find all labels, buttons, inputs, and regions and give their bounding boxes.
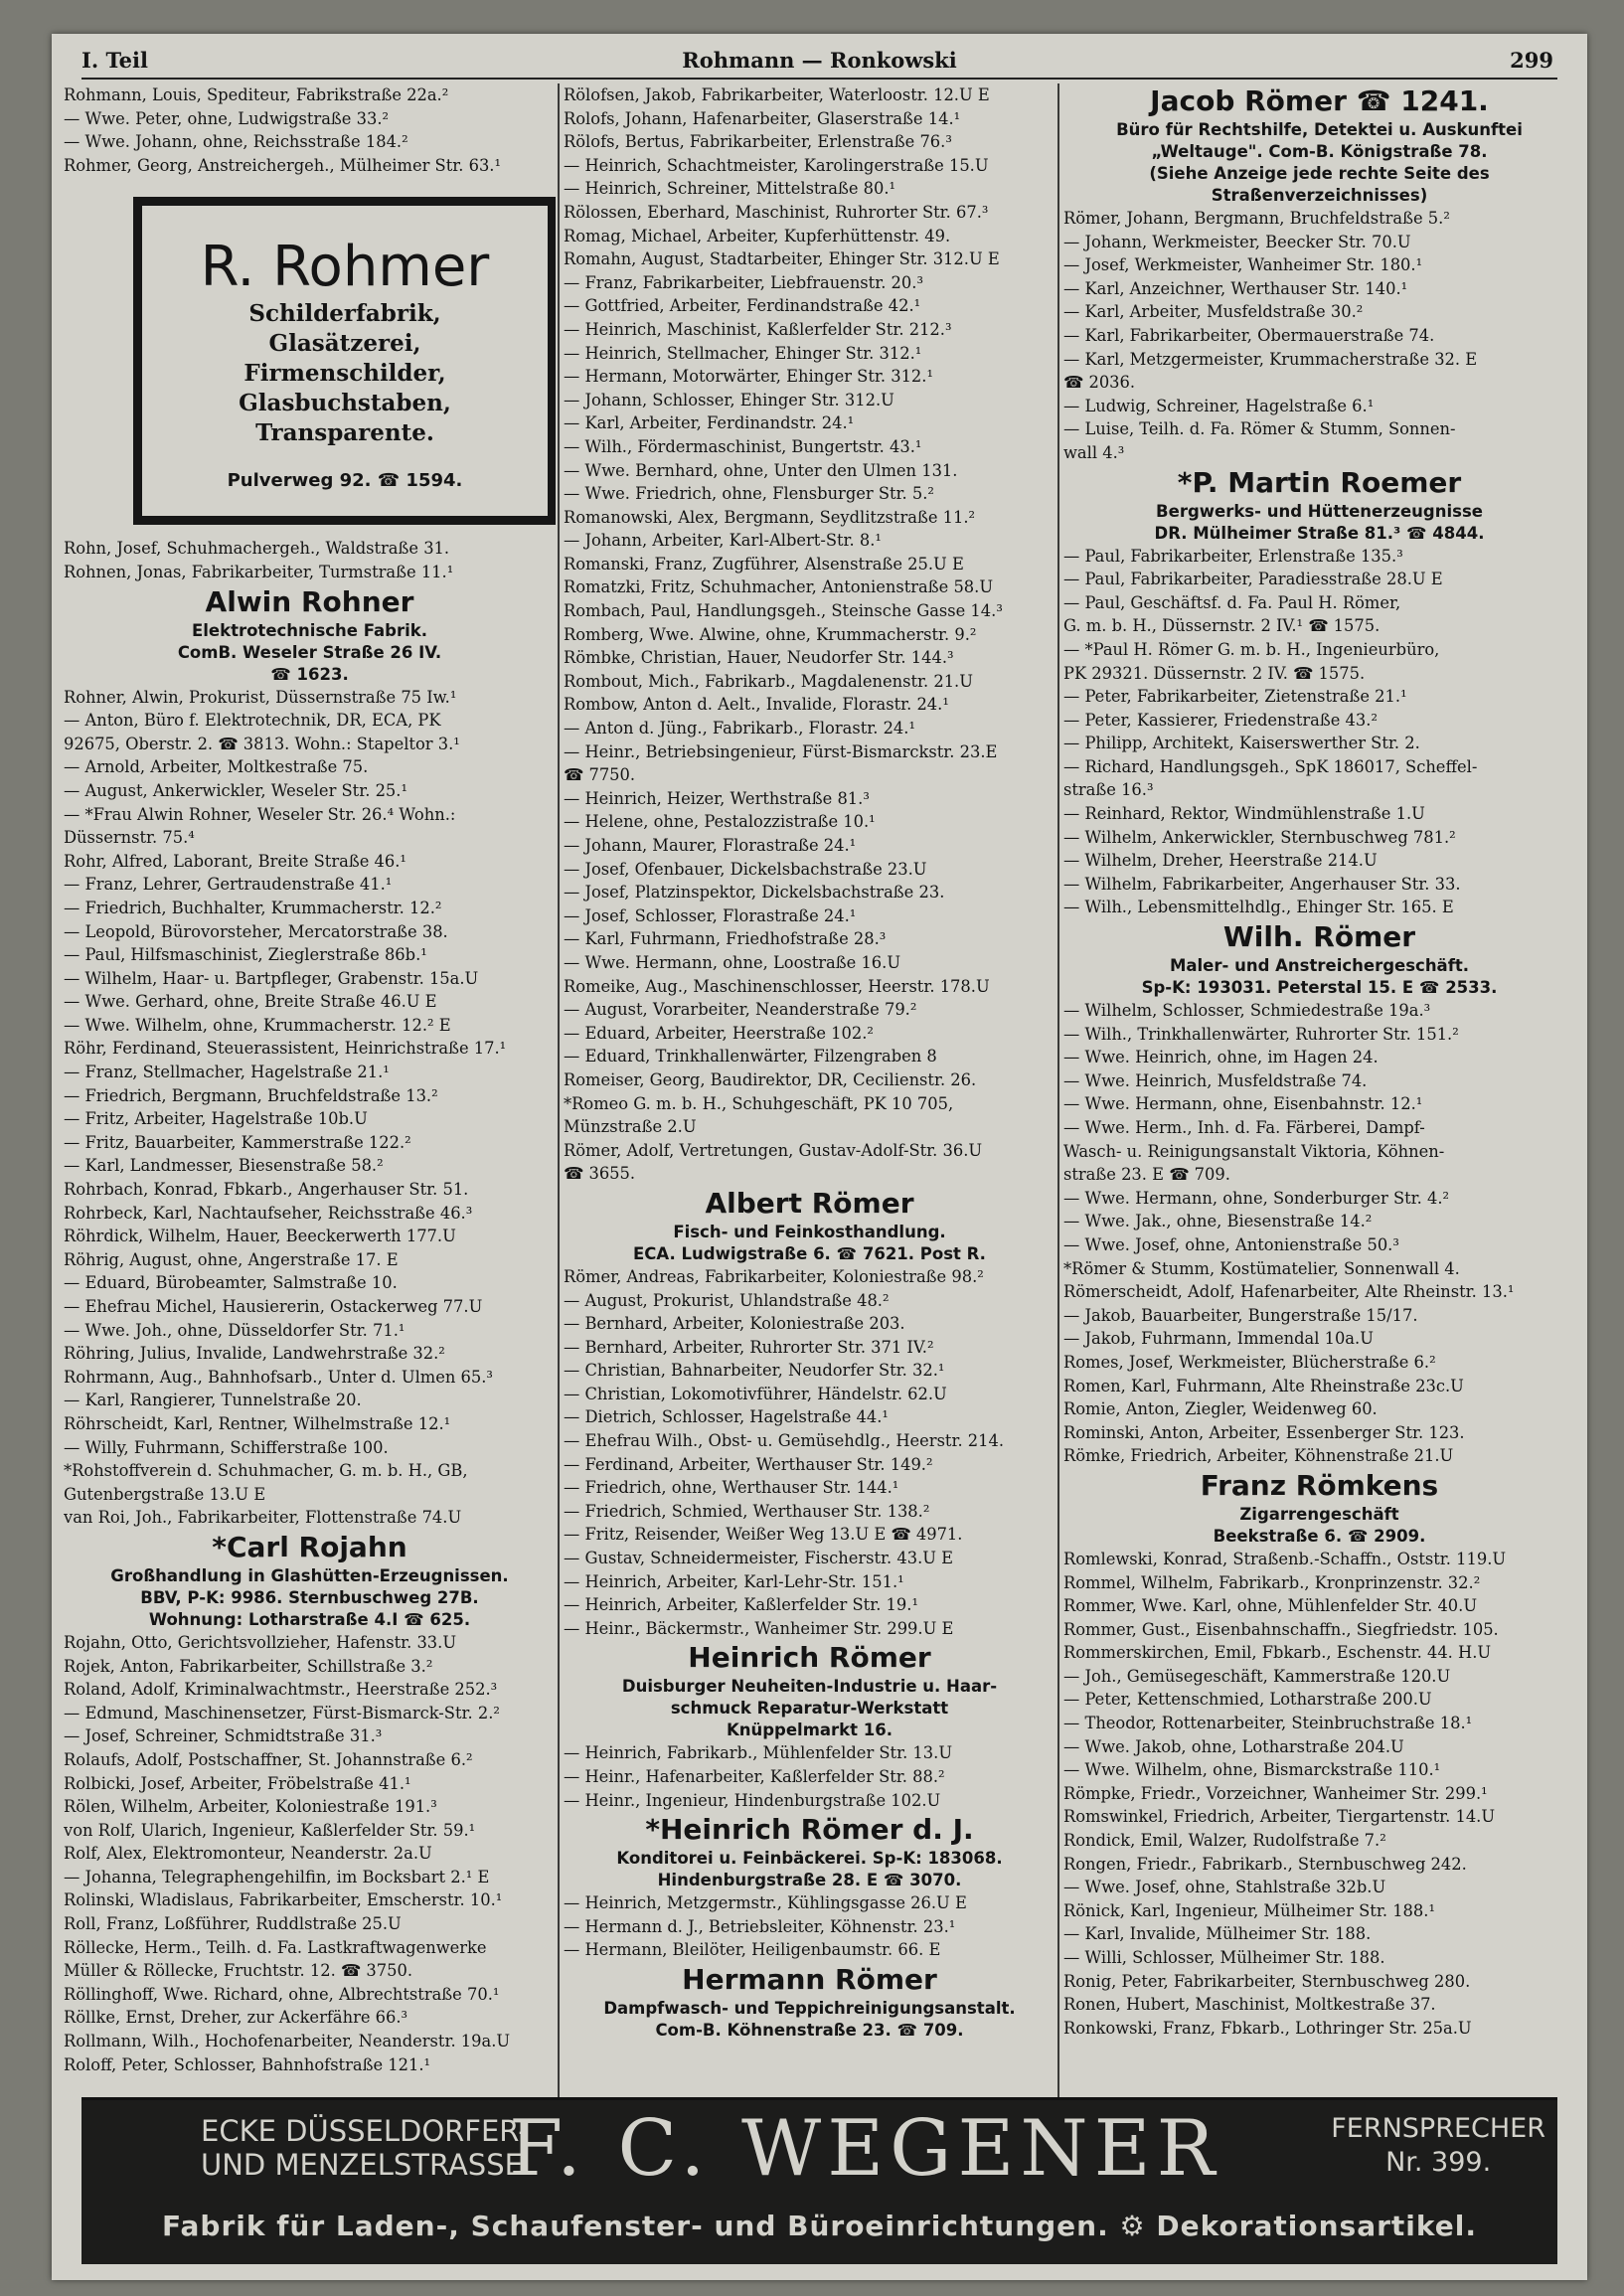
directory-entry: — Heinrich, Schreiner, Mittelstraße 80.¹ [564, 179, 896, 199]
directory-entry: — Arnold, Arbeiter, Moltkestraße 75. [64, 757, 369, 777]
directory-entry: — Wwe. Heinrich, ohne, im Hagen 24. [1063, 1048, 1379, 1067]
ad-line: schmuck Reparatur-Werkstatt [670, 1699, 949, 1719]
directory-entry: Röllinghoff, Wwe. Richard, ohne, Albrechtstraße 70.¹ [64, 1984, 500, 2004]
directory-entry: — Paul, Fabrikarbeiter, Erlenstraße 135.³ [1063, 546, 1403, 566]
directory-entry: — Eduard, Bürobeamter, Salmstraße 10. [64, 1273, 398, 1293]
ad-line: (Siehe Anzeige jede rechte Seite des [1149, 164, 1490, 183]
directory-entry: — Edmund, Maschinensetzer, Fürst-Bismarck-Str. 2.² [64, 1703, 500, 1722]
banner-company-name: F. C. WEGENER [509, 2104, 1221, 2194]
directory-entry: — Willy, Fuhrmann, Schifferstraße 100. [64, 1437, 389, 1457]
directory-entry: — Karl, Landmesser, Biesenstraße 58.² [64, 1156, 384, 1176]
entry-list [564, 1265, 1056, 1641]
directory-entry: Römer, Adolf, Vertretungen, Gustav-Adolf-Str. 36.U [564, 1140, 983, 1160]
directory-entry: Rohner, Alwin, Prokurist, Düssernstraße 75 Iw.¹ [64, 687, 457, 707]
directory-entry: — Josef, Werkmeister, Wanheimer Str. 180.¹ [1063, 255, 1423, 275]
directory-entry: Rombout, Mich., Fabrikarb., Magdalenenstr. 21.U [564, 671, 973, 691]
directory-entry: Rommer, Wwe. Karl, ohne, Mühlenfelder Str. 40.U [1063, 1596, 1478, 1616]
directory-entry: 92675, Oberstr. 2. ☎ 3813. Wohn.: Stapeltor 3.¹ [64, 734, 460, 753]
ad-line: Firmenschilder, [244, 360, 446, 388]
entry-list [1063, 1548, 1575, 2040]
directory-entry: — Wilhelm, Ankerwickler, Sternbuschweg 781.² [1063, 827, 1456, 847]
directory-entry: *Rohstoffverein d. Schuhmacher, G. m. b. H., GB, [64, 1461, 468, 1481]
directory-entry: — Wilh., Fördermaschinist, Bungertstr. 43.¹ [564, 436, 922, 456]
directory-entry: Rongen, Friedr., Fabrikarb., Sternbuschweg 242. [1063, 1854, 1467, 1874]
directory-entry: — Wwe. Hermann, ohne, Loostraße 16.U [564, 952, 901, 972]
directory-entry: Rolbicki, Josef, Arbeiter, Fröbelstraße 41.¹ [64, 1773, 411, 1793]
banner-phone-label: FERNSPRECHER [1331, 2113, 1545, 2144]
ad-line: Maler- und Anstreichergeschäft. [1169, 956, 1470, 976]
directory-entry: Rolinski, Wladislaus, Fabrikarbeiter, Emscherstr. 10.¹ [64, 1890, 503, 1910]
directory-entry: — Franz, Lehrer, Gertraudenstraße 41.¹ [64, 875, 393, 895]
ad-hermann-roemer [564, 1962, 1056, 2042]
directory-entry: — Heinr., Bäckermstr., Wanheimer Str. 299.U E [564, 1618, 954, 1638]
directory-entry: — Josef, Schreiner, Schmidtstraße 31.³ [64, 1726, 383, 1746]
ad-name: *Heinrich Römer d. J. [645, 1813, 974, 1847]
directory-entry: Rondick, Emil, Walzer, Rudolfstraße 7.² [1063, 1831, 1386, 1851]
directory-entry: — Ludwig, Schreiner, Hagelstraße 6.¹ [1063, 396, 1375, 415]
ad-line: Glasbuchstaben, [239, 390, 451, 417]
directory-entry: Röhring, Julius, Invalide, Landwehrstraße 32.² [64, 1344, 445, 1364]
ad-line: Schilderfabrik, [248, 300, 441, 328]
directory-entry: — Karl, Rangierer, Tunnelstraße 20. [64, 1391, 362, 1410]
directory-entry: Gutenbergstraße 13.U E [64, 1484, 266, 1504]
directory-entry: — Bernhard, Arbeiter, Koloniestraße 203. [564, 1314, 905, 1334]
directory-entry: ☎ 2036. [1063, 373, 1136, 393]
ad-albert-roemer [564, 1186, 1056, 1265]
directory-entry: — Dietrich, Schlosser, Hagelstraße 44.¹ [564, 1407, 889, 1427]
directory-entry: — Karl, Invalide, Mülheimer Str. 188. [1063, 1924, 1372, 1944]
directory-entry: Romen, Karl, Fuhrmann, Alte Rheinstraße 23c.U [1063, 1376, 1464, 1395]
directory-entry: — Christian, Lokomotivführer, Händelstr. 62.U [564, 1384, 947, 1403]
directory-entry: — Willi, Schlosser, Mülheimer Str. 188. [1063, 1948, 1385, 1967]
ad-name: Franz Römkens [1200, 1468, 1439, 1502]
directory-entry: — Ehefrau Michel, Hausiererin, Ostackerweg 77.U [64, 1297, 483, 1316]
directory-entry: Rommer, Gust., Eisenbahnschaffn., Siegfriedstr. 105. [1063, 1619, 1499, 1639]
ad-wilh-roemer [1063, 919, 1575, 999]
directory-entry: — Wwe. Josef, ohne, Stahlstraße 32b.U [1063, 1878, 1386, 1897]
directory-entry: — Friedrich, ohne, Werthauser Str. 144.¹ [564, 1478, 899, 1498]
ad-rohmer [133, 197, 556, 525]
directory-entry: — Heinrich, Stellmacher, Ehinger Str. 312.¹ [564, 343, 922, 363]
directory-entry: — Anton, Büro f. Elektrotechnik, DR, ECA, PK [64, 711, 441, 731]
directory-entry: — Paul, Fabrikarbeiter, Paradiesstraße 28.U E [1063, 570, 1443, 589]
directory-entry: PK 29321. Düssernstr. 2 IV. ☎ 1575. [1063, 663, 1366, 683]
ad-line: Wohnung: Lotharstraße 4.I ☎ 625. [148, 1609, 471, 1629]
directory-entry: Rolaufs, Adolf, Postschaffner, St. Johannstraße 6.² [64, 1749, 473, 1769]
directory-entry: — August, Vorarbeiter, Neanderstraße 79.² [564, 1000, 917, 1020]
banner-tagline: Fabrik für Laden-, Schaufenster- und Büroeinrichtungen. ⚙ Dekorationsartikel. [162, 2210, 1477, 2242]
ad-line: Transparente. [255, 419, 434, 447]
directory-entry: — Paul, Hilfsmaschinist, Zieglerstraße 86b.¹ [64, 945, 427, 965]
column-2 [564, 83, 1056, 2098]
directory-entry: — Heinr., Betriebsingenieur, Fürst-Bismarckstr. 23.E [564, 741, 998, 761]
directory-entry: Rölen, Wilhelm, Arbeiter, Koloniestraße 191.³ [64, 1797, 437, 1817]
directory-entry: Rönick, Karl, Ingenieur, Mülheimer Str. 188.¹ [1063, 1900, 1435, 1920]
directory-entry: — Fritz, Bauarbeiter, Kammerstraße 122.² [64, 1132, 411, 1152]
directory-entry: Rölofsen, Jakob, Fabrikarbeiter, Waterloostr. 12.U E [564, 85, 990, 104]
directory-entry: Rohrbach, Konrad, Fbkarb., Angerhauser Str. 51. [64, 1180, 469, 1200]
ad-line: Beekstraße 6. ☎ 2909. [1213, 1526, 1426, 1546]
directory-entry: Rohr, Alfred, Laborant, Breite Straße 46.¹ [64, 851, 406, 871]
directory-entry: Ronig, Peter, Fabrikarbeiter, Sternbuschweg 280. [1063, 1971, 1471, 1991]
ad-name: Jacob Römer ☎ 1241. [1150, 84, 1489, 117]
directory-entry: — Johann, Schlosser, Ehinger Str. 312.U [564, 390, 894, 410]
ad-line: Duisburger Neuheiten-Industrie u. Haar- [621, 1677, 998, 1697]
directory-entry: — Heinrich, Arbeiter, Kaßlerfelder Str. 19.¹ [564, 1595, 918, 1615]
directory-entry: G. m. b. H., Düssernstr. 2 IV.¹ ☎ 1575. [1063, 616, 1380, 636]
entry-list [564, 83, 1056, 1186]
directory-entry: Rombow, Anton d. Aelt., Invalide, Florastr. 24.¹ [564, 695, 949, 715]
directory-entry: — Heinrich, Maschinist, Kaßlerfelder Str. 212.³ [564, 319, 952, 339]
directory-entry: Roland, Adolf, Kriminalwachtmstr., Heerstraße 252.³ [64, 1680, 498, 1700]
entry-list [64, 83, 556, 177]
ad-line: ComB. Weseler Straße 26 IV. [177, 642, 442, 662]
banner-address-line: ECKE DÜSSELDORFER- [201, 2114, 529, 2148]
directory-entry: — Luise, Teilh. d. Fa. Römer & Stumm, Sonnen- [1063, 419, 1456, 439]
ad-carl-rojahn [64, 1530, 556, 1631]
directory-entry: Rominski, Anton, Arbeiter, Essenberger Str. 123. [1063, 1422, 1465, 1442]
ad-alwin-rohner [64, 584, 556, 686]
running-title: Rohmann — Ronkowski [682, 48, 957, 73]
directory-entry: — Friedrich, Schmied, Werthauser Str. 138.² [564, 1501, 930, 1521]
directory-entry: — Karl, Metzgermeister, Krummacherstraße 32. E [1063, 349, 1478, 369]
directory-entry: Romanowski, Alex, Bergmann, Seydlitzstraße 11.² [564, 507, 976, 527]
directory-entry: — Paul, Geschäftsf. d. Fa. Paul H. Römer, [1063, 592, 1401, 612]
directory-entry: Romberg, Wwe. Alwine, ohne, Krummacherstr. 9.² [564, 624, 977, 644]
directory-entry: — Jakob, Fuhrmann, Immendal 10a.U [1063, 1329, 1374, 1349]
ad-name: Hermann Römer [682, 1962, 937, 1996]
directory-entry: — Heinrich, Schachtmeister, Karolingerstraße 15.U [564, 155, 989, 175]
directory-entry: — Johann, Maurer, Florastraße 24.¹ [564, 836, 857, 855]
directory-entry: Röllke, Ernst, Dreher, zur Ackerfähre 66.³ [64, 2008, 408, 2028]
directory-entry: — Wwe. Herm., Inh. d. Fa. Färberei, Dampf- [1063, 1118, 1425, 1137]
entry-list [1063, 207, 1575, 465]
section-label: I. Teil [81, 48, 148, 73]
directory-entry: Rohrmann, Aug., Bahnhofsarb., Unter d. Ulmen 65.³ [64, 1367, 493, 1387]
ad-line: Büro für Rechtshilfe, Detektei u. Auskunftei [1116, 120, 1523, 139]
directory-entry: Romlewski, Konrad, Straßenb.-Schaffn., Oststr. 119.U [1063, 1549, 1507, 1568]
directory-entry: — Philipp, Architekt, Kaiserswerther Str. 2. [1063, 734, 1420, 753]
directory-entry: Rommel, Wilhelm, Fabrikarb., Kronprinzenstr. 32.² [1063, 1572, 1481, 1592]
directory-entry: Romes, Josef, Werkmeister, Blücherstraße 6.² [1063, 1352, 1436, 1372]
ad-line: Hindenburgstraße 28. E ☎ 3070. [657, 1871, 962, 1890]
directory-entry: Roloff, Peter, Schlosser, Bahnhofstraße 121.¹ [64, 2054, 431, 2074]
directory-entry: — Karl, Arbeiter, Ferdinandstr. 24.¹ [564, 413, 855, 433]
directory-entry: — Christian, Bahnarbeiter, Neudorfer Str. 32.¹ [564, 1361, 945, 1381]
directory-entry: Ronkowski, Franz, Fbkarb., Lothringer Str. 25a.U [1063, 2018, 1472, 2038]
entry-list [1063, 545, 1575, 920]
directory-entry: — Johann, Werkmeister, Beecker Str. 70.U [1063, 232, 1411, 251]
ad-line: Konditorei u. Feinbäckerei. Sp-K: 183068. [616, 1849, 1003, 1869]
directory-entry: — August, Prokurist, Uhlandstraße 48.² [564, 1290, 890, 1310]
directory-entry: — Richard, Handlungsgeh., SpK 186017, Scheffel- [1063, 756, 1478, 776]
directory-entry: Romie, Anton, Ziegler, Weidenweg 60. [1063, 1399, 1378, 1419]
ad-heinrich-roemer-jr [564, 1812, 1056, 1891]
directory-entry: Düssernstr. 75.⁴ [64, 828, 195, 848]
directory-entry: — Wwe. Bernhard, ohne, Unter den Ulmen 131. [564, 460, 958, 480]
directory-entry: — Wilh., Lebensmittelhdlg., Ehinger Str. 165. E [1063, 898, 1454, 917]
ad-franz-roemkens [1063, 1468, 1575, 1548]
directory-entry: — Wwe. Wilhelm, ohne, Krummacherstr. 12.² E [64, 1015, 451, 1035]
directory-entry: — Wwe. Hermann, ohne, Eisenbahnstr. 12.¹ [1063, 1094, 1423, 1114]
directory-entry: Röhrdick, Wilhelm, Hauer, Beeckerwerth 177.U [64, 1227, 456, 1246]
directory-entry: — Eduard, Arbeiter, Heerstraße 102.² [564, 1023, 874, 1043]
directory-entry: Müller & Röllecke, Fruchtstr. 12. ☎ 3750. [64, 1961, 412, 1981]
directory-entry: Rollmann, Wilh., Hochofenarbeiter, Neanderstr. 19a.U [64, 2032, 511, 2051]
ad-name: *P. Martin Roemer [1177, 465, 1462, 499]
directory-entry: — Gustav, Schneidermeister, Fischerstr. 43.U E [564, 1549, 954, 1568]
directory-entry: — Wwe. Heinrich, Musfeldstraße 74. [1063, 1070, 1368, 1090]
directory-entry: Rolofs, Johann, Hafenarbeiter, Glaserstraße 14.¹ [564, 108, 961, 128]
ad-martin-roemer [1063, 465, 1575, 545]
ad-line: Knüppelmarkt 16. [726, 1721, 893, 1740]
directory-entry: — Josef, Platzinspektor, Dickelsbachstraße 23. [564, 883, 945, 902]
directory-entry: — Peter, Fabrikarbeiter, Zietenstraße 21.¹ [1063, 687, 1407, 707]
directory-entry: Romatzki, Fritz, Schuhmacher, Antonienstraße 58.U [564, 577, 994, 597]
directory-entry: *Romeo G. m. b. H., Schuhgeschäft, PK 10 705, [564, 1093, 954, 1113]
ad-name: Alwin Rohner [205, 584, 414, 618]
directory-entry: Röhrig, August, ohne, Angerstraße 17. E [64, 1249, 399, 1269]
column-3 [1063, 83, 1575, 2098]
directory-entry: — Leopold, Bürovorsteher, Mercatorstraße 38. [64, 921, 448, 941]
directory-entry: Ronen, Hubert, Maschinist, Moltkestraße 37. [1063, 1995, 1436, 2015]
page-header [81, 46, 1557, 80]
directory-entry: — Helene, ohne, Pestalozzistraße 10.¹ [564, 812, 876, 832]
directory-entry: Röllecke, Herm., Teilh. d. Fa. Lastkraftwagenwerke [64, 1937, 487, 1957]
ad-rohmer-name: R. Rohmer [200, 235, 490, 300]
directory-entry: Romag, Michael, Arbeiter, Kupferhüttenstr. 49. [564, 226, 951, 246]
entry-list [564, 1741, 1056, 1812]
directory-entry: — Wwe. Hermann, ohne, Sonderburger Str. 4.² [1063, 1188, 1450, 1208]
directory-entry: — Heinrich, Fabrikarb., Mühlenfelder Str. 13.U [564, 1743, 953, 1763]
ad-line: BBV, P-K: 9986. Sternbuschweg 27B. [140, 1587, 479, 1607]
column-divider [558, 83, 560, 2098]
directory-entry: — Karl, Fuhrmann, Friedhofstraße 28.³ [564, 929, 887, 949]
directory-entry: Römer, Johann, Bergmann, Bruchfeldstraße 5.² [1063, 209, 1450, 228]
directory-entry: — Karl, Arbeiter, Musfeldstraße 30.² [1063, 302, 1364, 322]
ad-line: Com-B. Köhnenstraße 23. ☎ 709. [655, 2020, 964, 2040]
directory-entry: — Peter, Kassierer, Friedenstraße 43.² [1063, 710, 1378, 730]
directory-entry: — Heinrich, Metzgermstr., Kühlingsgasse 26.U E [564, 1893, 967, 1913]
directory-entry: Rommerskirchen, Emil, Fbkarb., Eschenstr. 44. H.U [1063, 1643, 1492, 1663]
directory-entry: van Roi, Joh., Fabrikarbeiter, Flottenstraße 74.U [64, 1508, 462, 1528]
directory-entry: Wasch- u. Reinigungsanstalt Viktoria, Köhnen- [1063, 1141, 1445, 1161]
directory-entry: — Heinr., Ingenieur, Hindenburgstraße 102.U [564, 1790, 941, 1810]
ad-line: ECA. Ludwigstraße 6. ☎ 7621. Post R. [633, 1243, 986, 1263]
directory-entry: — Wwe. Gerhard, ohne, Breite Straße 46.U E [64, 992, 437, 1012]
ad-line: „Weltauge". Com-B. Königstraße 78. [1151, 142, 1488, 161]
ad-line: Dampfwasch- und Teppichreinigungsanstalt. [603, 1998, 1016, 2018]
directory-entry: — Anton d. Jüng., Fabrikarb., Florastr. 24.¹ [564, 719, 915, 738]
entry-list [1063, 999, 1575, 1468]
directory-entry: Röhr, Ferdinand, Steuerassistent, Heinrichstraße 17.¹ [64, 1039, 507, 1059]
directory-entry: — Ferdinand, Arbeiter, Werthauser Str. 149.² [564, 1454, 933, 1474]
directory-entry: — Bernhard, Arbeiter, Ruhrorter Str. 371 IV.² [564, 1337, 934, 1357]
directory-entry: — Wwe. Wilhelm, ohne, Bismarckstraße 110.¹ [1063, 1760, 1441, 1780]
directory-entry: — Gottfried, Arbeiter, Ferdinandstraße 42.¹ [564, 296, 921, 316]
directory-entry: — Heinrich, Arbeiter, Karl-Lehr-Str. 151.¹ [564, 1571, 904, 1591]
directory-entry: straße 16.³ [1063, 780, 1154, 800]
directory-entry: — Jakob, Bauarbeiter, Bungerstraße 15/17. [1063, 1305, 1418, 1325]
directory-entry: — Franz, Stellmacher, Hagelstraße 21.¹ [64, 1063, 390, 1082]
column-divider [1057, 83, 1059, 2098]
ad-line: Fisch- und Feinkosthandlung. [673, 1222, 946, 1241]
directory-entry: Rojek, Anton, Fabrikarbeiter, Schillstraße 3.² [64, 1656, 433, 1676]
directory-entry: ☎ 3655. [564, 1164, 636, 1184]
directory-entry: — Fritz, Arbeiter, Hagelstraße 10b.U [64, 1109, 368, 1129]
directory-entry: Römbke, Christian, Hauer, Neudorfer Str. 144.³ [564, 648, 954, 668]
directory-entry: Rojahn, Otto, Gerichtsvollzieher, Hafenstr. 33.U [64, 1632, 457, 1652]
directory-entry: Rohrbeck, Karl, Nachtaufseher, Reichsstraße 46.³ [64, 1203, 473, 1223]
directory-entry: — Johanna, Telegraphengehilfin, im Bocksbart 2.¹ E [64, 1867, 490, 1886]
directory-entry: — *Paul H. Römer G. m. b. H., Ingenieurbüro, [1063, 639, 1440, 659]
directory-entry: — Peter, Kettenschmied, Lotharstraße 200.U [1063, 1690, 1432, 1710]
ad-line: Großhandlung in Glashütten-Erzeugnissen. [110, 1565, 509, 1585]
directory-entry: — Wwe. Jak., ohne, Biesenstraße 14.² [1063, 1212, 1373, 1231]
directory-entry: Rohmann, Louis, Spediteur, Fabrikstraße 22a.² [64, 85, 449, 104]
directory-entry: — Theodor, Rottenarbeiter, Steinbruchstraße 18.¹ [1063, 1714, 1473, 1733]
directory-page [52, 34, 1587, 2280]
directory-entry: straße 23. E ☎ 709. [1063, 1165, 1230, 1185]
ad-line: Zigarrengeschäft [1239, 1504, 1399, 1524]
directory-entry: Romeiser, Georg, Baudirektor, DR, Cecilienstr. 26. [564, 1069, 977, 1089]
directory-entry: Münzstraße 2.U [564, 1117, 697, 1137]
wegener-banner-ad [81, 2097, 1557, 2264]
directory-entry: — Wwe. Friedrich, ohne, Flensburger Str. 5.² [564, 484, 934, 504]
banner-address-line: UND MENZELSTRASSE [201, 2148, 523, 2182]
entry-list [64, 1631, 556, 2076]
ad-name: Wilh. Römer [1222, 920, 1416, 954]
directory-entry: — Wilhelm, Fabrikarbeiter, Angerhauser Str. 33. [1063, 874, 1461, 894]
ad-name: Albert Römer [705, 1186, 914, 1220]
directory-entry: — Hermann, Motorwärter, Ehinger Str. 312.¹ [564, 367, 933, 387]
directory-entry: — Franz, Fabrikarbeiter, Liebfrauenstr. 20.³ [564, 272, 923, 292]
directory-entry: Romanski, Franz, Zugführer, Alsenstraße 25.U E [564, 554, 964, 574]
directory-entry: — Friedrich, Bergmann, Bruchfeldstraße 13.² [64, 1085, 438, 1105]
directory-entry: — Wwe. Joh., ohne, Düsseldorfer Str. 71.¹ [64, 1320, 406, 1340]
directory-entry: — Wilhelm, Haar- u. Bartpfleger, Grabenstr. 15a.U [64, 968, 479, 988]
column-1 [64, 83, 556, 2098]
directory-entry: Rohmer, Georg, Anstreichergeh., Mülheimer Str. 63.¹ [64, 155, 502, 175]
directory-entry: *Römer & Stumm, Kostümatelier, Sonnenwall 4. [1063, 1258, 1460, 1278]
banner-address [201, 2114, 529, 2182]
directory-entry: Röhrscheidt, Karl, Rentner, Wilhelmstraße 12.¹ [64, 1413, 451, 1433]
ad-line: Glasätzerei, [268, 330, 421, 358]
directory-entry: Rohnen, Jonas, Fabrikarbeiter, Turmstraße 11.¹ [64, 562, 454, 581]
directory-entry: — Eduard, Trinkhallenwärter, Filzengraben 8 [564, 1047, 937, 1066]
directory-entry: Rolf, Alex, Elektromonteur, Neanderstr. 2a.U [64, 1844, 432, 1864]
directory-entry: — August, Ankerwickler, Weseler Str. 25.¹ [64, 780, 407, 800]
directory-entry: Roll, Franz, Loßführer, Ruddlstraße 25.U [64, 1914, 402, 1934]
ad-line: Bergwerks- und Hüttenerzeugnisse [1156, 501, 1483, 521]
page-number: 299 [1510, 48, 1553, 73]
directory-entry: — Josef, Schlosser, Florastraße 24.¹ [564, 905, 857, 925]
directory-entry: — Joh., Gemüsegeschäft, Kammerstraße 120.U [1063, 1666, 1451, 1686]
directory-entry: — Karl, Fabrikarbeiter, Obermauerstraße 74. [1063, 325, 1435, 345]
banner-phone-number: Nr. 399. [1385, 2147, 1492, 2178]
ad-name: *Carl Rojahn [212, 1530, 407, 1563]
ad-jacob-roemer [1063, 83, 1575, 207]
directory-entry: Rombach, Paul, Handlungsgeh., Steinsche Gasse 14.³ [564, 601, 1003, 621]
directory-entry: — Johann, Arbeiter, Karl-Albert-Str. 8.¹ [564, 531, 882, 551]
ad-heinrich-roemer [564, 1640, 1056, 1741]
directory-entry: — Heinr., Hafenarbeiter, Kaßlerfelder Str. 88.² [564, 1767, 945, 1786]
directory-entry: — Fritz, Reisender, Weißer Weg 13.U E ☎ 4971. [564, 1525, 963, 1545]
directory-entry: Rölossen, Eberhard, Maschinist, Ruhrorter Str. 67.³ [564, 202, 989, 222]
directory-entry: — Wwe. Jakob, ohne, Lotharstraße 204.U [1063, 1736, 1404, 1756]
directory-entry: — Hermann, Bleilöter, Heiligenbaumstr. 66. E [564, 1940, 941, 1960]
directory-entry: — Josef, Ofenbauer, Dickelsbachstraße 23.U [564, 859, 927, 879]
directory-entry: Römke, Friedrich, Arbeiter, Köhnenstraße 21.U [1063, 1446, 1454, 1466]
entry-list [564, 1891, 1056, 1962]
directory-entry: — Wilh., Trinkhallenwärter, Ruhrorter Str. 151.² [1063, 1024, 1459, 1044]
directory-entry: — Wwe. Josef, ohne, Antonienstraße 50.³ [1063, 1234, 1399, 1254]
ad-line: DR. Mülheimer Straße 81.³ ☎ 4844. [1154, 523, 1485, 543]
directory-entry: ☎ 7750. [564, 765, 636, 785]
directory-entry: — Ehefrau Wilh., Obst- u. Gemüsehdlg., Heerstr. 214. [564, 1431, 1005, 1451]
ad-line: ☎ 1623. [270, 664, 349, 684]
ad-phone-line: Pulverweg 92. ☎ 1594. [227, 470, 463, 492]
directory-entry: Romahn, August, Stadtarbeiter, Ehinger Str. 312.U E [564, 249, 1000, 269]
directory-entry: — *Frau Alwin Rohner, Weseler Str. 26.⁴ Wohn.: [64, 804, 456, 824]
directory-entry: — Karl, Anzeichner, Werthauser Str. 140.¹ [1063, 278, 1408, 298]
directory-entry: Römpke, Friedr., Vorzeichner, Wanheimer Str. 299.¹ [1063, 1783, 1488, 1803]
directory-entry: — Heinrich, Heizer, Werthstraße 81.³ [564, 788, 870, 808]
entry-list [64, 686, 556, 1530]
directory-entry: — Friedrich, Buchhalter, Krummacherstr. 12.² [64, 898, 442, 917]
ad-line: Sp-K: 193031. Peterstal 15. E ☎ 2533. [1141, 978, 1498, 998]
directory-entry: — Reinhard, Rektor, Windmühlenstraße 1.U [1063, 804, 1425, 824]
ad-line: Elektrotechnische Fabrik. [191, 620, 428, 640]
directory-entry: Rölofs, Bertus, Fabrikarbeiter, Erlenstraße 76.³ [564, 132, 952, 152]
directory-entry: — Wilhelm, Schlosser, Schmiedestraße 19a.³ [1063, 1001, 1431, 1021]
entry-list [64, 537, 556, 583]
ad-line: Straßenverzeichnisses) [1211, 186, 1428, 205]
directory-entry: Römer, Andreas, Fabrikarbeiter, Koloniestraße 98.² [564, 1266, 984, 1286]
directory-entry: — Hermann d. J., Betriebsleiter, Köhnenstr. 23.¹ [564, 1916, 956, 1936]
directory-entry: — Wwe. Johann, ohne, Reichsstraße 184.² [64, 132, 408, 152]
banner-phone [1331, 2112, 1545, 2180]
directory-entry: Romswinkel, Friedrich, Arbeiter, Tiergartenstr. 14.U [1063, 1807, 1496, 1827]
directory-entry: — Wwe. Peter, ohne, Ludwigstraße 33.² [64, 108, 390, 128]
ad-name: Heinrich Römer [688, 1641, 931, 1675]
directory-entry: von Rolf, Ularich, Ingenieur, Kaßlerfelder Str. 59.¹ [64, 1820, 476, 1840]
directory-entry: Romeike, Aug., Maschinenschlosser, Heerstr. 178.U [564, 976, 990, 996]
directory-entry: Römerscheidt, Adolf, Hafenarbeiter, Alte Rheinstr. 13.¹ [1063, 1282, 1515, 1302]
directory-entry: Rohn, Josef, Schuhmachergeh., Waldstraße 31. [64, 539, 450, 559]
directory-entry: wall 4.³ [1063, 442, 1125, 462]
directory-entry: — Wilhelm, Dreher, Heerstraße 214.U [1063, 851, 1378, 871]
